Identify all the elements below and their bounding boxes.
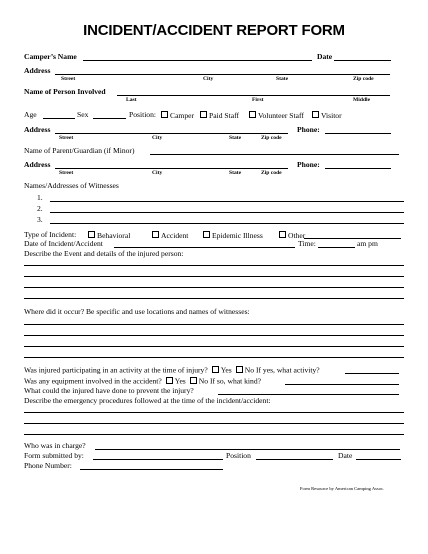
address2-label: Address bbox=[24, 125, 51, 134]
state3-caption: State bbox=[229, 170, 242, 176]
describe-event-line-4[interactable] bbox=[24, 298, 404, 299]
describe-event-line-3[interactable] bbox=[24, 287, 404, 288]
in-charge-field[interactable] bbox=[95, 449, 400, 450]
emergency-line-1[interactable] bbox=[24, 412, 404, 413]
emergency-line-3[interactable] bbox=[24, 434, 404, 435]
prevent-field[interactable] bbox=[218, 394, 399, 395]
address3-label: Address bbox=[24, 160, 51, 169]
date-label: Date bbox=[317, 52, 333, 61]
where-line-2[interactable] bbox=[24, 335, 404, 336]
phone2-field[interactable] bbox=[325, 168, 391, 169]
date-of-incident-field[interactable] bbox=[114, 247, 295, 248]
equipment-no-checkbox[interactable] bbox=[190, 377, 197, 384]
zip3-caption: Zip code bbox=[261, 170, 282, 176]
date2-label: Date bbox=[338, 451, 353, 460]
witness-1-number: 1. bbox=[37, 193, 43, 202]
equipment-label: Was any equipment involved in the accident? Yes No If so, what kind? bbox=[24, 376, 261, 386]
time-label: Time: bbox=[298, 239, 316, 248]
campers-name-field[interactable] bbox=[83, 60, 312, 61]
address-label: Address bbox=[24, 66, 51, 75]
behavioral-option[interactable]: Behavioral bbox=[84, 231, 130, 239]
paid-staff-checkbox[interactable] bbox=[200, 111, 207, 118]
phone-field[interactable] bbox=[325, 133, 391, 134]
position2-label: Position bbox=[226, 451, 251, 460]
other-option[interactable]: Other bbox=[275, 231, 305, 239]
participating-yes-checkbox[interactable] bbox=[212, 366, 219, 373]
age-field[interactable] bbox=[43, 118, 75, 119]
witnesses-label: Names/Addresses of Witnesses bbox=[24, 181, 119, 190]
witness-2-number: 2. bbox=[37, 204, 43, 213]
date-field[interactable] bbox=[334, 60, 391, 61]
witness-1-field[interactable] bbox=[50, 201, 404, 202]
parent-guardian-field[interactable] bbox=[150, 154, 399, 155]
volunteer-staff-checkbox[interactable] bbox=[249, 111, 256, 118]
where-label: Where did it occur? Be specific and use locations and names of witnesses: bbox=[24, 307, 250, 316]
behavioral-checkbox[interactable] bbox=[88, 231, 95, 238]
participating-no-checkbox[interactable] bbox=[236, 366, 243, 373]
sex-field[interactable] bbox=[93, 118, 126, 119]
type-of-incident-label: Type of Incident: bbox=[24, 230, 77, 239]
submitted-by-label: Form submitted by: bbox=[24, 451, 84, 460]
where-line-1[interactable] bbox=[24, 324, 404, 325]
am-pm-label: am pm bbox=[357, 239, 378, 248]
position-camper-option[interactable]: Camper bbox=[157, 111, 194, 119]
equipment-yes-checkbox[interactable] bbox=[166, 377, 173, 384]
street-caption: Street bbox=[61, 76, 76, 82]
city2-caption: City bbox=[152, 135, 163, 141]
witness-2-field[interactable] bbox=[50, 212, 404, 213]
city3-caption: City bbox=[152, 170, 163, 176]
camper-checkbox[interactable] bbox=[161, 111, 168, 118]
other-checkbox[interactable] bbox=[279, 231, 286, 238]
age-label: Age bbox=[24, 110, 37, 119]
epidemic-option[interactable]: Epidemic Illness bbox=[199, 231, 263, 239]
street2-caption: Street bbox=[59, 135, 74, 141]
person-involved-field[interactable] bbox=[117, 95, 390, 96]
city-caption: City bbox=[203, 76, 214, 82]
zip2-caption: Zip code bbox=[261, 135, 282, 141]
emergency-label: Describe the emergency procedures followed at the time of the incident/accident: bbox=[24, 396, 271, 405]
address3-field[interactable] bbox=[55, 168, 288, 169]
last-caption: Last bbox=[126, 97, 137, 103]
where-line-3[interactable] bbox=[24, 346, 404, 347]
date-of-incident-label: Date of Incident/Accident bbox=[24, 239, 103, 248]
submitted-by-field[interactable] bbox=[93, 459, 223, 460]
state-caption: State bbox=[276, 76, 289, 82]
phone-label: Phone: bbox=[297, 125, 320, 134]
form-resource-credit: Form Resource by American Camping Assoc. bbox=[300, 486, 385, 491]
emergency-line-2[interactable] bbox=[24, 423, 404, 424]
other-field[interactable] bbox=[304, 238, 401, 239]
form-title: INCIDENT/ACCIDENT REPORT FORM bbox=[83, 22, 345, 39]
injured-participating-label: Was injured participating in an activity at the time of injury? Yes No If yes, what activity? bbox=[24, 365, 320, 375]
accident-checkbox[interactable] bbox=[152, 231, 159, 238]
equipment-kind-field[interactable] bbox=[285, 384, 399, 385]
parent-guardian-label: Name of Parent/Guardian (if Minor) bbox=[24, 146, 135, 155]
state2-caption: State bbox=[229, 135, 242, 141]
describe-event-line-1[interactable] bbox=[24, 265, 404, 266]
witness-3-number: 3. bbox=[37, 215, 43, 224]
time-field[interactable] bbox=[318, 247, 355, 248]
person-involved-label: Name of Person Involved bbox=[24, 87, 106, 96]
position-visitor-option[interactable]: Visitor bbox=[308, 111, 342, 119]
street3-caption: Street bbox=[59, 170, 74, 176]
phone-number-field[interactable] bbox=[80, 469, 223, 470]
first-caption: First bbox=[252, 97, 264, 103]
phone-number-label: Phone Number: bbox=[24, 461, 72, 470]
in-charge-label: Who was in charge? bbox=[24, 441, 86, 450]
prevent-label: What could the injured have done to prevent the injury? bbox=[24, 386, 194, 395]
describe-event-line-2[interactable] bbox=[24, 276, 404, 277]
describe-event-label: Describe the Event and details of the injured person: bbox=[24, 249, 184, 258]
position-label: Position: bbox=[129, 110, 157, 119]
position-volunteer-option[interactable]: Volunteer Staff bbox=[245, 111, 304, 119]
middle-caption: Middle bbox=[353, 97, 371, 103]
zip-caption: Zip code bbox=[353, 76, 374, 82]
witness-3-field[interactable] bbox=[50, 223, 404, 224]
campers-name-label: Camper’s Name bbox=[24, 52, 77, 61]
epidemic-illness-checkbox[interactable] bbox=[203, 231, 210, 238]
visitor-checkbox[interactable] bbox=[312, 111, 319, 118]
position-paid-staff-option[interactable]: Paid Staff bbox=[196, 111, 239, 119]
submitter-position-field[interactable] bbox=[256, 459, 333, 460]
address2-field[interactable] bbox=[55, 133, 288, 134]
accident-option[interactable]: Accident bbox=[148, 231, 188, 239]
address-field[interactable] bbox=[55, 74, 390, 75]
where-line-4[interactable] bbox=[24, 357, 404, 358]
activity-field[interactable] bbox=[345, 373, 399, 374]
sex-label: Sex bbox=[77, 110, 89, 119]
phone2-label: Phone: bbox=[297, 160, 320, 169]
submitted-date-field[interactable] bbox=[356, 459, 401, 460]
